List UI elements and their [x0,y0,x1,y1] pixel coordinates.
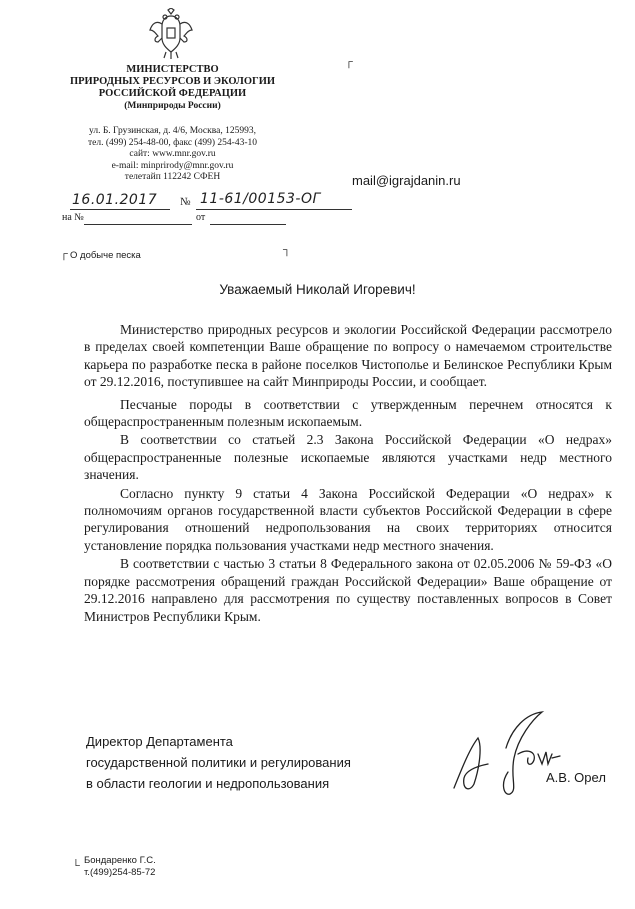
teletype-line: телетайп 112242 СФЕН [124,172,221,182]
signer-title-line: в области геологии и недропользования [86,776,330,791]
salutation: Уважаемый Николай Игоревич! [219,282,416,297]
signer-name: А.В. Орел [546,770,606,785]
body-paragraph: Согласно пункту 9 статьи 4 Закона Российской Федерации «О недрах» к полномочиям органов государственной власти субъектов Российской Федерации в сфере регулирования отношений недропользования на своих территориях относится установление порядка пользования участками недр местного значения. [84,485,612,553]
subject-corner-left: ┌ [60,248,68,260]
ministry-short-name: (Минприроды России) [124,101,221,111]
ministry-line: РОССИЙСКОЙ ФЕДЕРАЦИИ [98,88,247,99]
signer-title [86,731,351,794]
reference-number-label: на № [62,212,84,223]
russian-coat-of-arms-icon [148,8,194,60]
registration-date: 16.01.2017 [72,192,158,208]
body-paragraph: Песчаные породы в соответствии с утвержденным перечнем относятся к общераспространенным полезным ископаемым. [84,396,612,430]
ministry-address [55,126,290,184]
ministry-name [55,64,290,112]
body-paragraph: В соответствии со статьей 2.3 Закона Российской Федерации «О недрах» общераспространенные полезные ископаемые являются участками недр местного значения. [84,432,612,483]
reference-line [62,212,84,223]
subject-corner-right: ┐ [283,244,291,256]
registration-number: 11-61/00153-ОГ [200,191,321,207]
ministry-line: МИНИСТЕРСТВО [126,64,219,75]
body-paragraph: В соответствии с частью 3 статьи 8 Федерального закона от 02.05.2006 № 59-ФЗ «О порядке рассмотрения обращений граждан Российской Федерации» Ваше обращение от 29.12.2016 направлено для рассмотрения по существу поставленных вопросов в Совет Министров Республики Крым. [84,556,612,624]
website-line: сайт: www.mnr.gov.ru [129,149,216,159]
executor-phone: т.(499)254-85-72 [84,867,156,878]
signer-title-line: Директор Департамента [86,734,233,749]
date-underline [70,209,170,210]
executor-info [84,855,156,879]
ministry-line: ПРИРОДНЫХ РЕСУРСОВ И ЭКОЛОГИИ [69,76,276,87]
executor-name: Бондаренко Г.С. [84,855,156,866]
corner-mark: ┌ [345,56,353,68]
phone-fax-line: тел. (499) 254-48-00, факс (499) 254-43-10 [87,137,257,148]
address-line: ул. Б. Грузинская, д. 4/6, Москва, 125993, [89,126,256,136]
executor-corner: └ [72,860,80,872]
reference-number-underline [84,224,192,225]
reference-date-underline [210,224,286,225]
body-paragraph: Министерство природных ресурсов и экологии Российской Федерации рассмотрело в пределах своей компетенции Ваше обращение по вопросу о намечаемом строительстве карьера по разработке песка в районе поселков Чистополье и Белинское Республики Крым от 29.12.2016, поступившее на сайт Минприроды России, и сообщает. [84,322,612,390]
email-line: e-mail: minprirody@mnr.gov.ru [111,160,234,171]
registration-number-label: № [180,196,191,208]
recipient-email: mail@igrajdanin.ru [352,173,461,188]
letter-subject: О добыче песка [70,250,141,261]
signer-title-line: государственной политики и регулирования [86,755,351,770]
letter-body [84,321,612,626]
reference-from-label: от [196,212,206,223]
number-underline [196,209,352,210]
